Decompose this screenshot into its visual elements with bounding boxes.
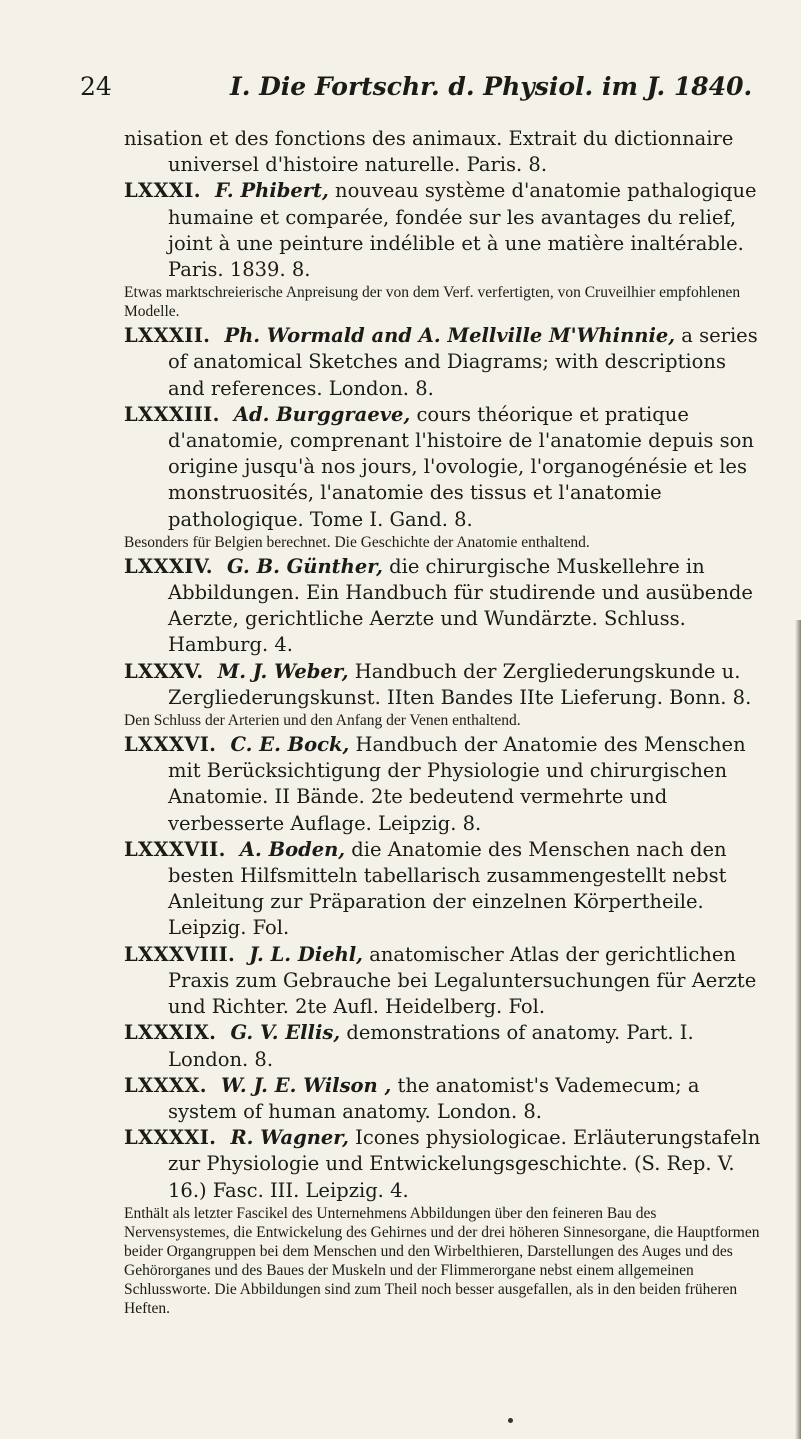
entry-text: die chirurgische Muskellehre in Abbildungen. Ein Handbuch für studirende und ausübende Aerzte, gerichtliche Aerzte und Wundärzte. Schluss. Hamburg. 4. [168,554,753,657]
bib-entry-85 [124,659,764,711]
bibliography-list [124,126,764,1318]
bib-entry-88 [124,942,764,1021]
entry-note: Den Schluss der Arterien und den Anfang der Venen enthaltend. [124,712,521,730]
entry-note: Etwas marktschreierische Anpreisung der von dem Verf. verfertigten, von Cruveilhier empfohlenen Modelle. [124,284,741,321]
entry-author: G. V. Ellis, [230,1021,341,1045]
entry-author: G. B. Günther, [227,554,383,578]
entry-number: LXXXVII. [124,837,226,861]
entry-number: LXXXIII. [124,402,220,426]
bib-entry-90 [124,1073,764,1125]
bib-entry-84 [124,554,764,659]
entry-text: nouveau système d'anatomie pathalogique humaine et comparée, fondée sur les avantages du relief, joint à une peinture indélible et à une matière inaltérable. Paris. 1839. 8. [168,179,757,282]
entry-number: LXXXIX. [124,1021,217,1045]
running-title: I. Die Fortschr. d. Physiol. im J. 1840. [230,72,753,101]
page-header [80,72,753,112]
entry-text: Handbuch der Zergliederungskunde u. Zergliederungskunst. IIten Bandes IIte Lieferung. Bonn. 8. [168,659,752,709]
entry-number: LXXXX. [124,1073,207,1097]
entry-text: the anatomist's Vademecum; a system of human anatomy. London. 8. [168,1073,700,1123]
entry-text: Handbuch der Anatomie des Menschen mit Berücksichtigung der Physiologie und chirurgischen Anatomie. II Bände. 2te bedeutend vermehrte und verbesserte Auflage. Leipzig. 8. [168,733,746,835]
entry-author: A. Boden, [239,837,346,861]
entry-author: R. Wagner, [230,1126,349,1150]
entry-author: J. L. Diehl, [249,942,363,966]
entry-author: F. Phibert, [215,179,329,203]
bib-entry-87 [124,837,764,942]
entry-text: die Anatomie des Menschen nach den besten Hilfsmitteln tabellarisch zusammengestellt nebst Anleitung zur Präparation der einzelnen Körpertheile. Leipzig. Fol. [168,837,727,940]
bib-entry-91 [124,1125,764,1204]
entry-number: LXXXII. [124,324,211,348]
page-edge-shadow [795,620,801,1439]
entry-author: Ad. Burggraeve, [233,402,411,426]
entry-text: Icones physiologicae. Erläuterungstafeln zur Physiologie und Entwickelungsgeschichte. (S. Rep. V. 16.) Fasc. III. Leipzig. 4. [168,1126,761,1202]
page-number: 24 [80,72,112,101]
entry-text: anatomischer Atlas der gerichtlichen Praxis zum Gebrauche bei Legaluntersuchungen für Aerzte und Richter. 2te Aufl. Heidelberg. Fol. [168,942,757,1019]
entry-text: nisation et des fonctions des animaux. Extrait du dictionnaire universel d'histoire naturelle. Paris. 8. [124,127,734,177]
bib-entry-86 [124,732,764,837]
entry-number: LXXXVI. [124,733,217,757]
entry-author: W. J. E. Wilson , [221,1073,392,1097]
entry-author: C. E. Bock, [230,733,350,757]
entry-text: a series of anatomical Sketches and Diagrams; with descriptions and references. London. 8. [168,324,758,400]
entry-author: Ph. Wormald and A. Mellville M'Whinnie, [224,324,676,348]
entry-number: LXXXVIII. [124,942,236,966]
entry-note: Besonders für Belgien berechnet. Die Geschichte der Anatomie enthaltend. [124,533,590,551]
bib-entry-continued [124,126,764,178]
bib-entry-83 [124,402,764,533]
ink-speck [508,1418,513,1423]
entry-author: M. J. Weber, [217,659,349,683]
entry-number: LXXXIV. [124,554,213,578]
bib-entry-82 [124,323,764,402]
entry-text: cours théorique et pratique d'anatomie, comprenant l'histoire de l'anatomie depuis son origine jusqu'à nos jours, l'ovologie, l'organogénésie et les monstruosités, l'anatomie des tissus et l'anatomie pathologique. Tome I. Gand. 8. [168,402,754,531]
bib-entry-89 [124,1020,764,1072]
entry-number: LXXXV. [124,659,204,683]
entry-number: LXXXXI. [124,1126,217,1150]
bib-entry-81 [124,178,764,283]
entry-number: LXXXI. [124,179,201,203]
entry-note: Enthält als letzter Fascikel des Unternehmens Abbildungen über den feineren Bau des Nervensystemes, die Entwickelung des Gehirnes und der drei höheren Sinnesorgane, die Hauptformen beider Organgruppen bei dem Menschen und den Wirbelthieren, Darstellungen des Auges und des Gehörorganes und des Baues der Muskeln und der Flimmerorgane nebst einem allgemeinen Schlussworte. Die Abbildungen sind zum Theil noch besser ausgefallen, als in den beiden früheren Heften. [124,1204,760,1317]
entry-text: demonstrations of anatomy. Part. I. London. 8. [168,1021,694,1071]
